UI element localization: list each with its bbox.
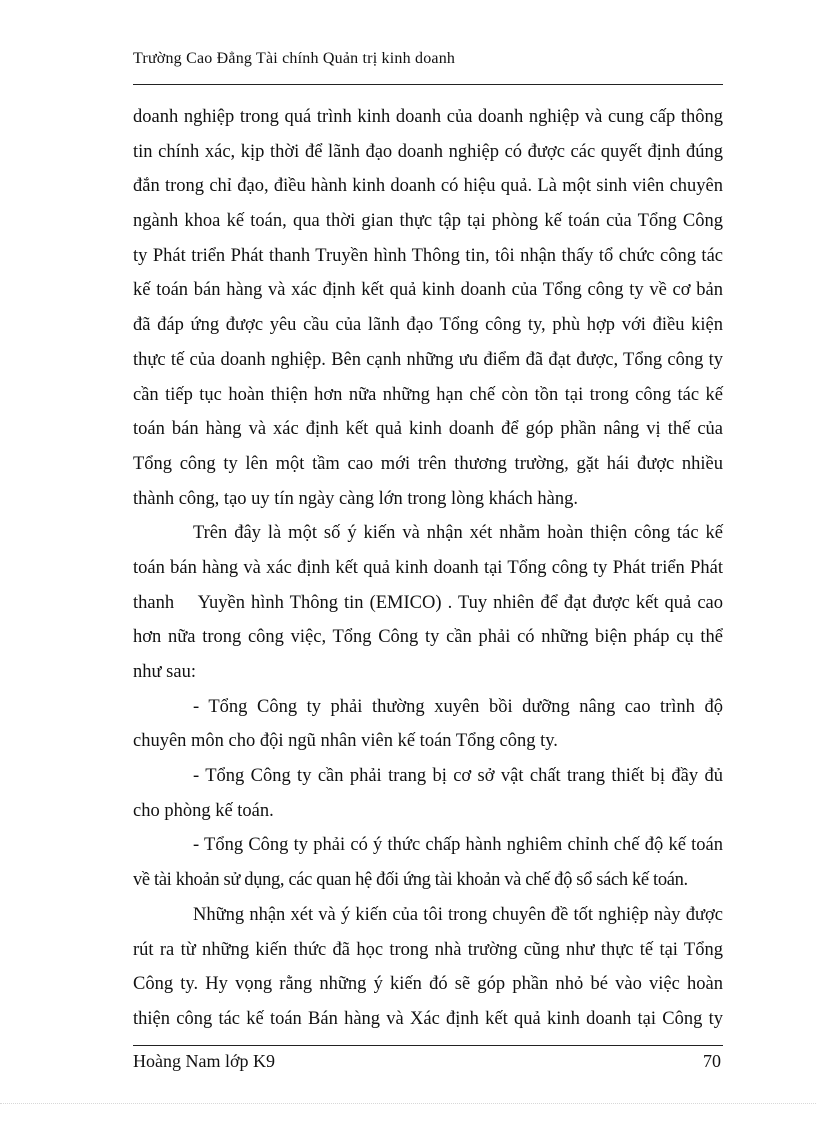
list-item-line: về tài khoản sử dụng, các quan hệ đối ứng tài khoản và chế độ sổ sách kế toán. bbox=[133, 870, 688, 891]
text-line: tin chính xác, kịp thời để lãnh đạo doanh nghiệp có được các quyết định đúng bbox=[133, 141, 723, 162]
text-line: như sau: bbox=[133, 662, 196, 682]
header-divider bbox=[133, 84, 723, 85]
list-item-line: - Tổng Công ty cần phải trang bị cơ sở vật chất trang thiết bị đầy đủ bbox=[193, 766, 723, 787]
text-line: doanh nghiệp trong quá trình kinh doanh của doanh nghiệp và cung cấp thông bbox=[133, 107, 723, 127]
text-line: thiện công tác kế toán Bán hàng và Xác định kết quả kinh doanh tại Công ty bbox=[133, 1008, 723, 1029]
page-edge-divider bbox=[0, 1103, 816, 1104]
document-body bbox=[133, 100, 723, 1037]
text-line: thực tế của doanh nghiệp. Bên cạnh những ưu điểm đã đạt được, Tổng công ty bbox=[133, 349, 723, 370]
text-line: ty Phát triển Phát thanh Truyền hình Thông tin, tôi nhận thấy tổ chức công tác bbox=[133, 245, 723, 266]
page-number: 70 bbox=[703, 1051, 721, 1071]
text-line: đắn trong chỉ đạo, điều hành kinh doanh có hiệu quả. Là một sinh viên chuyên bbox=[133, 176, 723, 197]
text-line: toán bán hàng và xác định kết quả kinh doanh tại Tổng công ty Phát triển Phát bbox=[133, 557, 723, 578]
text-line: hơn nữa trong công việc, Tổng Công ty cần phải có những biện pháp cụ thể bbox=[133, 627, 723, 648]
text-line: Công ty. Hy vọng rằng những ý kiến đó sẽ góp phần nhỏ bé vào việc hoàn bbox=[133, 974, 723, 995]
text-line: đã đáp ứng được yêu cầu của lãnh đạo Tổng công ty, phù hợp với điều kiện bbox=[133, 315, 723, 336]
text-line: thành công, tạo uy tín ngày càng lớn trong lòng khách hàng. bbox=[133, 488, 578, 509]
text-line: ngành khoa kế toán, qua thời gian thực tập tại phòng kế toán của Tổng Công bbox=[133, 211, 723, 232]
list-item-line: chuyên môn cho đội ngũ nhân viên kế toán Tổng công ty. bbox=[133, 731, 558, 752]
text-line: thanh Yuyền hình Thông tin (EMICO) . Tuy nhiên để đạt được kết quả cao bbox=[133, 592, 723, 613]
text-line: Những nhận xét và ý kiến của tôi trong chuyên đề tốt nghiệp này được bbox=[193, 904, 723, 925]
text-line: rút ra từ những kiến thức đã học trong nhà trường cũng như thực tế tại Tổng bbox=[133, 939, 723, 960]
page-header-title: Trường Cao Đẳng Tài chính Quản trị kinh doanh bbox=[133, 50, 456, 67]
footer-author: Hoàng Nam lớp K9 bbox=[133, 1051, 275, 1071]
footer-divider bbox=[133, 1045, 723, 1046]
text-line: Tổng công ty lên một tầm cao mới trên thương trường, gặt hái được nhiều bbox=[133, 453, 723, 474]
text-line: toán bán hàng và xác định kết quả kinh doanh để góp phần nâng vị thế của bbox=[133, 419, 723, 440]
text-line: Trên đây là một số ý kiến và nhận xét nhằm hoàn thiện công tác kế bbox=[193, 523, 723, 544]
list-item-line: cho phòng kế toán. bbox=[133, 800, 274, 821]
text-line: kế toán bán hàng và xác định kết quả kinh doanh của Tổng công ty về cơ bản bbox=[133, 280, 723, 301]
text-line: cần tiếp tục hoàn thiện hơn nữa những hạn chế còn tồn tại trong công tác kế bbox=[133, 384, 723, 405]
list-item-line: - Tổng Công ty phải có ý thức chấp hành nghiêm chỉnh chế độ kế toán bbox=[193, 835, 723, 856]
list-item-line: - Tổng Công ty phải thường xuyên bồi dưỡng nâng cao trình độ bbox=[193, 696, 723, 717]
